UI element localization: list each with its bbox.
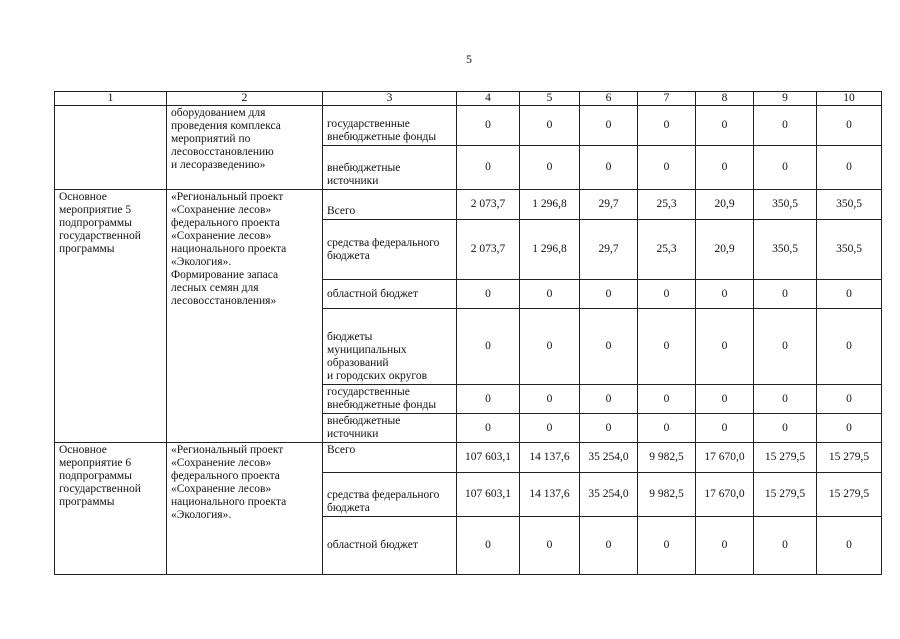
value-cell: 0 — [520, 146, 580, 190]
value-cell: 0 — [520, 106, 580, 146]
value-cell: 15 279,5 — [817, 443, 882, 473]
event-name-cell — [55, 106, 167, 190]
header-cell: 5 — [520, 92, 580, 106]
value-cell: 15 279,5 — [817, 473, 882, 517]
funding-source-cell: областной бюджет — [323, 280, 457, 309]
value-cell: 0 — [817, 309, 882, 385]
table-row — [55, 443, 882, 473]
value-cell: 15 279,5 — [754, 443, 817, 473]
value-cell: 0 — [817, 280, 882, 309]
value-cell: 9 982,5 — [638, 443, 696, 473]
value-cell: 0 — [754, 414, 817, 443]
value-cell: 0 — [817, 385, 882, 414]
value-cell: 15 279,5 — [754, 473, 817, 517]
value-cell: 0 — [580, 280, 638, 309]
value-cell: 0 — [457, 106, 520, 146]
value-cell: 0 — [638, 280, 696, 309]
value-cell: 350,5 — [754, 220, 817, 280]
value-cell: 35 254,0 — [580, 473, 638, 517]
project-description-cell: «Региональный проект «Сохранение лесов» федерального проекта «Сохранение лесов» национального проекта «Экология». — [167, 443, 323, 575]
value-cell: 25,3 — [638, 220, 696, 280]
value-cell: 2 073,7 — [457, 190, 520, 220]
funding-source-cell: государственные внебюджетные фонды — [323, 385, 457, 414]
header-cell: 10 — [817, 92, 882, 106]
value-cell: 0 — [754, 309, 817, 385]
value-cell: 9 982,5 — [638, 473, 696, 517]
value-cell: 0 — [457, 385, 520, 414]
value-cell: 0 — [638, 517, 696, 575]
value-cell: 0 — [520, 517, 580, 575]
value-cell: 0 — [520, 309, 580, 385]
budget-table — [54, 91, 882, 575]
value-cell: 0 — [457, 414, 520, 443]
value-cell: 0 — [638, 146, 696, 190]
value-cell: 0 — [580, 309, 638, 385]
value-cell: 107 603,1 — [457, 473, 520, 517]
value-cell: 0 — [580, 414, 638, 443]
value-cell: 0 — [580, 106, 638, 146]
value-cell: 20,9 — [696, 190, 754, 220]
value-cell: 0 — [638, 385, 696, 414]
value-cell: 29,7 — [580, 190, 638, 220]
page-number: 5 — [466, 52, 472, 66]
value-cell: 35 254,0 — [580, 443, 638, 473]
funding-source-cell: внебюджетные источники — [323, 146, 457, 190]
value-cell: 0 — [696, 106, 754, 146]
value-cell: 17 670,0 — [696, 473, 754, 517]
value-cell: 0 — [754, 517, 817, 575]
value-cell: 0 — [696, 309, 754, 385]
value-cell: 107 603,1 — [457, 443, 520, 473]
value-cell: 0 — [457, 517, 520, 575]
value-cell: 0 — [457, 146, 520, 190]
value-cell: 0 — [580, 146, 638, 190]
funding-source-cell: государственные внебюджетные фонды — [323, 106, 457, 146]
value-cell: 0 — [817, 146, 882, 190]
value-cell: 0 — [520, 280, 580, 309]
value-cell: 20,9 — [696, 220, 754, 280]
value-cell: 0 — [817, 414, 882, 443]
value-cell: 0 — [638, 106, 696, 146]
value-cell: 0 — [817, 106, 882, 146]
header-row — [55, 92, 882, 106]
project-description-cell: «Региональный проект «Сохранение лесов» федерального проекта «Сохранение лесов» национального проекта «Экология». Формирование запаса лесных семян для лесовосстановления» — [167, 190, 323, 443]
value-cell: 0 — [754, 280, 817, 309]
event-name-cell: Основное мероприятие 5 подпрограммы государственной программы — [55, 190, 167, 443]
header-cell: 7 — [638, 92, 696, 106]
event-name-cell: Основное мероприятие 6 подпрограммы государственной программы — [55, 443, 167, 575]
header-cell: 8 — [696, 92, 754, 106]
value-cell: 0 — [520, 414, 580, 443]
funding-source-cell: внебюджетные источники — [323, 414, 457, 443]
value-cell: 14 137,6 — [520, 443, 580, 473]
project-description-cell: оборудованием для проведения комплекса мероприятий по лесовосстановлению и лесоразведению» — [167, 106, 323, 190]
value-cell: 14 137,6 — [520, 473, 580, 517]
funding-source-cell: Всего — [323, 190, 457, 220]
header-cell: 9 — [754, 92, 817, 106]
funding-source-cell: Всего — [323, 443, 457, 473]
value-cell: 0 — [754, 146, 817, 190]
funding-source-cell: бюджеты муниципальных образований и городских округов — [323, 309, 457, 385]
value-cell: 350,5 — [817, 190, 882, 220]
value-cell: 0 — [457, 309, 520, 385]
value-cell: 0 — [457, 280, 520, 309]
value-cell: 0 — [696, 146, 754, 190]
value-cell: 0 — [580, 385, 638, 414]
value-cell: 0 — [754, 385, 817, 414]
value-cell: 0 — [696, 517, 754, 575]
header-cell: 6 — [580, 92, 638, 106]
header-cell: 3 — [323, 92, 457, 106]
value-cell: 350,5 — [754, 190, 817, 220]
funding-source-cell: средства федерального бюджета — [323, 220, 457, 280]
value-cell: 0 — [638, 309, 696, 385]
funding-source-cell: областной бюджет — [323, 517, 457, 575]
table-row — [55, 106, 882, 146]
value-cell: 0 — [638, 414, 696, 443]
value-cell: 25,3 — [638, 190, 696, 220]
value-cell: 17 670,0 — [696, 443, 754, 473]
value-cell: 0 — [754, 106, 817, 146]
value-cell: 0 — [696, 385, 754, 414]
value-cell: 29,7 — [580, 220, 638, 280]
value-cell: 2 073,7 — [457, 220, 520, 280]
value-cell: 1 296,8 — [520, 190, 580, 220]
value-cell: 0 — [580, 517, 638, 575]
value-cell: 0 — [520, 385, 580, 414]
value-cell: 0 — [696, 280, 754, 309]
table-row — [55, 190, 882, 220]
value-cell: 1 296,8 — [520, 220, 580, 280]
header-cell: 2 — [167, 92, 323, 106]
value-cell: 0 — [817, 517, 882, 575]
funding-source-cell: средства федерального бюджета — [323, 473, 457, 517]
value-cell: 350,5 — [817, 220, 882, 280]
header-cell: 4 — [457, 92, 520, 106]
header-cell: 1 — [55, 92, 167, 106]
value-cell: 0 — [696, 414, 754, 443]
